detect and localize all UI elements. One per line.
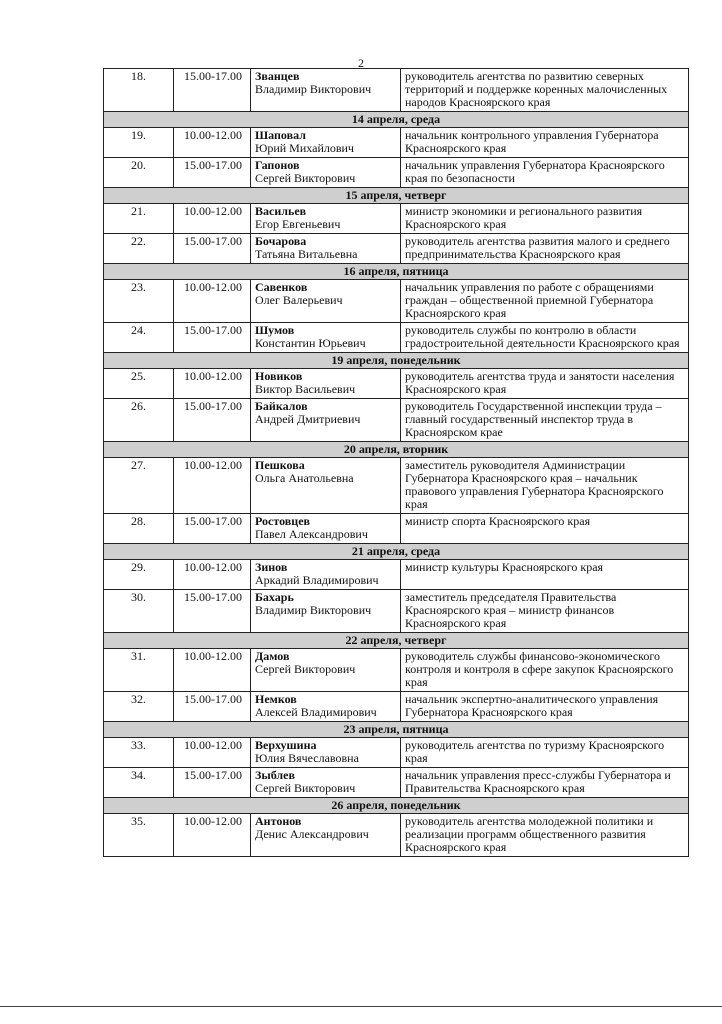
official-position: руководитель агентства труда и занятости населения Красноярского края xyxy=(401,369,689,399)
official-position: министр экономики и регионального развития Красноярского края xyxy=(401,204,689,234)
official-surname: Савенков xyxy=(255,280,308,294)
official-given-names: Павел Александрович xyxy=(255,527,368,541)
official-name xyxy=(251,738,401,768)
reception-time: 15.00-17.00 xyxy=(174,692,251,722)
page-number: 2 xyxy=(358,56,364,70)
reception-time: 10.00-12.00 xyxy=(174,814,251,857)
date-header-row xyxy=(104,633,689,649)
row-number: 28. xyxy=(104,514,174,544)
official-position: руководитель Государственной инспекции труда – главный государственный инспектор труда в Красноярском крае xyxy=(401,399,689,442)
official-surname: Ростовцев xyxy=(255,514,310,528)
official-name xyxy=(251,458,401,514)
official-given-names: Татьяна Витальевна xyxy=(255,247,358,261)
official-position: руководитель службы по контролю в области градостроительной деятельности Красноярского края xyxy=(401,323,689,353)
row-number: 33. xyxy=(104,738,174,768)
row-number: 21. xyxy=(104,204,174,234)
date-header: 21 апреля, среда xyxy=(104,544,689,560)
official-surname: Новиков xyxy=(255,369,303,383)
official-position: начальник управления Губернатора Красноярского края по безопасности xyxy=(401,158,689,188)
official-surname: Шумов xyxy=(255,323,295,337)
official-given-names: Сергей Викторович xyxy=(255,662,356,676)
table-row xyxy=(104,738,689,768)
official-name xyxy=(251,234,401,264)
official-position: руководитель службы финансово-экономического контроля и контроля в сфере закупок Красноярского края xyxy=(401,649,689,692)
official-name xyxy=(251,128,401,158)
reception-time: 15.00-17.00 xyxy=(174,590,251,633)
official-position: начальник экспертно-аналитического управления Губернатора Красноярского края xyxy=(401,692,689,722)
official-name xyxy=(251,280,401,323)
official-name xyxy=(251,399,401,442)
reception-time: 10.00-12.00 xyxy=(174,280,251,323)
official-surname: Зыблев xyxy=(255,768,295,782)
official-surname: Антонов xyxy=(255,814,302,828)
date-header-row xyxy=(104,112,689,128)
official-given-names: Константин Юрьевич xyxy=(255,336,366,350)
reception-time: 10.00-12.00 xyxy=(174,560,251,590)
official-position: заместитель руководителя Администрации Губернатора Красноярского края – начальник правового управления Губернатора Красноярского края xyxy=(401,458,689,514)
table-row xyxy=(104,399,689,442)
official-given-names: Владимир Викторович xyxy=(255,82,372,96)
reception-time: 10.00-12.00 xyxy=(174,369,251,399)
reception-time: 15.00-17.00 xyxy=(174,323,251,353)
official-name xyxy=(251,768,401,798)
row-number: 29. xyxy=(104,560,174,590)
official-name xyxy=(251,323,401,353)
table-row xyxy=(104,69,689,112)
reception-time: 15.00-17.00 xyxy=(174,69,251,112)
row-number: 30. xyxy=(104,590,174,633)
table-row xyxy=(104,692,689,722)
official-position: руководитель агентства молодежной политики и реализации программ общественного развития Красноярского края xyxy=(401,814,689,857)
official-position: руководитель агентства развития малого и среднего предпринимательства Красноярского края xyxy=(401,234,689,264)
official-name xyxy=(251,590,401,633)
date-header: 26 апреля, понедельник xyxy=(104,798,689,814)
official-name xyxy=(251,514,401,544)
row-number: 19. xyxy=(104,128,174,158)
official-surname: Званцев xyxy=(255,69,300,83)
reception-time: 10.00-12.00 xyxy=(174,738,251,768)
official-name xyxy=(251,204,401,234)
official-given-names: Сергей Викторович xyxy=(255,171,356,185)
row-number: 23. xyxy=(104,280,174,323)
official-given-names: Денис Александрович xyxy=(255,827,369,841)
official-surname: Зинов xyxy=(255,560,288,574)
date-header: 14 апреля, среда xyxy=(104,112,689,128)
reception-time: 15.00-17.00 xyxy=(174,399,251,442)
official-given-names: Алексей Владимирович xyxy=(255,705,377,719)
reception-time: 10.00-12.00 xyxy=(174,128,251,158)
row-number: 24. xyxy=(104,323,174,353)
official-given-names: Егор Евгеньевич xyxy=(255,217,341,231)
official-given-names: Аркадий Владимирович xyxy=(255,573,379,587)
official-given-names: Юлия Вячеславовна xyxy=(255,751,359,765)
official-surname: Бахарь xyxy=(255,590,294,604)
official-given-names: Виктор Васильевич xyxy=(255,382,356,396)
official-name xyxy=(251,69,401,112)
date-header: 20 апреля, вторник xyxy=(104,442,689,458)
reception-schedule-table xyxy=(103,68,689,857)
official-given-names: Андрей Дмитриевич xyxy=(255,412,361,426)
date-header: 15 апреля, четверг xyxy=(104,188,689,204)
table-row xyxy=(104,158,689,188)
official-surname: Дамов xyxy=(255,649,290,663)
table-row xyxy=(104,458,689,514)
official-name xyxy=(251,158,401,188)
official-position: министр спорта Красноярского края xyxy=(401,514,689,544)
official-name xyxy=(251,369,401,399)
reception-time: 10.00-12.00 xyxy=(174,458,251,514)
row-number: 22. xyxy=(104,234,174,264)
table-row xyxy=(104,369,689,399)
reception-time: 10.00-12.00 xyxy=(174,649,251,692)
official-name xyxy=(251,814,401,857)
official-surname: Пешкова xyxy=(255,458,305,472)
row-number: 34. xyxy=(104,768,174,798)
date-header-row xyxy=(104,442,689,458)
official-position: начальник контрольного управления Губернатора Красноярского края xyxy=(401,128,689,158)
reception-time: 15.00-17.00 xyxy=(174,768,251,798)
reception-time: 15.00-17.00 xyxy=(174,514,251,544)
date-header-row xyxy=(104,722,689,738)
official-surname: Васильев xyxy=(255,204,307,218)
date-header-row xyxy=(104,264,689,280)
official-position: руководитель агентства по развитию северных территорий и поддержке коренных малочисленных народов Красноярского края xyxy=(401,69,689,112)
official-surname: Верхушина xyxy=(255,738,317,752)
official-given-names: Юрий Михайлович xyxy=(255,141,354,155)
date-header-row xyxy=(104,188,689,204)
official-name xyxy=(251,692,401,722)
date-header: 16 апреля, пятница xyxy=(104,264,689,280)
table-row xyxy=(104,768,689,798)
reception-time: 15.00-17.00 xyxy=(174,158,251,188)
official-surname: Гапонов xyxy=(255,158,300,172)
official-given-names: Ольга Анатольевна xyxy=(255,471,354,485)
table-row xyxy=(104,204,689,234)
date-header: 22 апреля, четверг xyxy=(104,633,689,649)
table-row xyxy=(104,128,689,158)
official-position: руководитель агентства по туризму Красноярского края xyxy=(401,738,689,768)
row-number: 26. xyxy=(104,399,174,442)
official-position: министр культуры Красноярского края xyxy=(401,560,689,590)
table-row xyxy=(104,814,689,857)
table-row xyxy=(104,514,689,544)
official-given-names: Олег Валерьевич xyxy=(255,293,343,307)
date-header-row xyxy=(104,544,689,560)
row-number: 27. xyxy=(104,458,174,514)
table-row xyxy=(104,234,689,264)
official-position: начальник управления пресс-службы Губернатора и Правительства Красноярского края xyxy=(401,768,689,798)
official-position: начальник управления по работе с обращениями граждан – общественной приемной Губернатора Красноярского края xyxy=(401,280,689,323)
official-name xyxy=(251,560,401,590)
official-name xyxy=(251,649,401,692)
reception-time: 10.00-12.00 xyxy=(174,204,251,234)
official-given-names: Владимир Викторович xyxy=(255,603,372,617)
official-surname: Шаповал xyxy=(255,128,306,142)
official-position: заместитель председателя Правительства Красноярского края – министр финансов Красноярского края xyxy=(401,590,689,633)
date-header: 23 апреля, пятница xyxy=(104,722,689,738)
table-row xyxy=(104,323,689,353)
table-row xyxy=(104,280,689,323)
official-surname: Бочарова xyxy=(255,234,307,248)
date-header: 19 апреля, понедельник xyxy=(104,353,689,369)
official-surname: Байкалов xyxy=(255,399,308,413)
row-number: 35. xyxy=(104,814,174,857)
row-number: 31. xyxy=(104,649,174,692)
row-number: 32. xyxy=(104,692,174,722)
row-number: 20. xyxy=(104,158,174,188)
official-surname: Немков xyxy=(255,692,297,706)
date-header-row xyxy=(104,353,689,369)
row-number: 18. xyxy=(104,69,174,112)
page-bottom-rule xyxy=(0,1006,722,1007)
official-given-names: Сергей Викторович xyxy=(255,781,356,795)
table-row xyxy=(104,649,689,692)
date-header-row xyxy=(104,798,689,814)
table-row xyxy=(104,590,689,633)
table-row xyxy=(104,560,689,590)
reception-time: 15.00-17.00 xyxy=(174,234,251,264)
row-number: 25. xyxy=(104,369,174,399)
